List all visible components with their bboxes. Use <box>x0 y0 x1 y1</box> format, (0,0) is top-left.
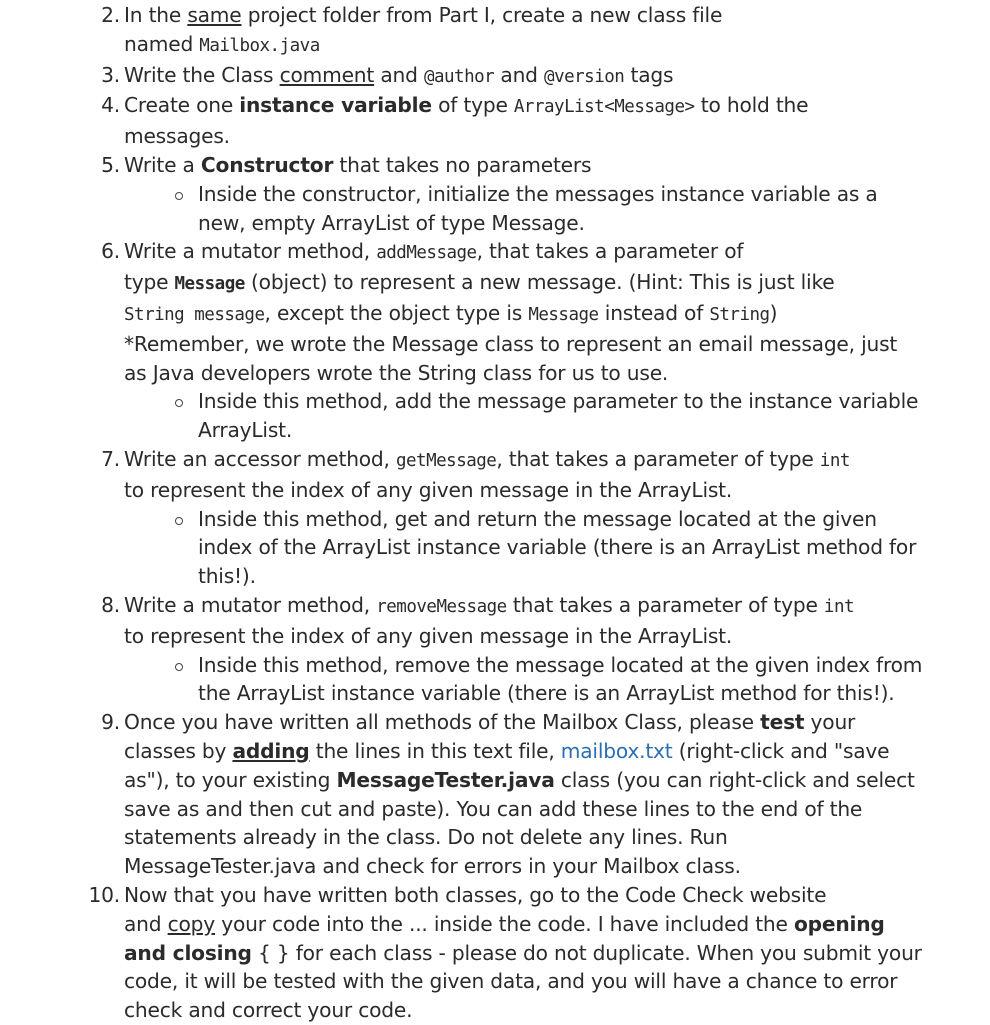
text-span: class (you can right-click and select <box>554 767 915 792</box>
text-span: the lines in this text file, <box>309 738 561 763</box>
text-span: and <box>374 62 424 87</box>
text-span: (object) to represent a new message. (Hint: This is just like <box>244 270 835 295</box>
bullet-circle-icon <box>175 517 183 525</box>
bullet-circle-icon <box>175 399 183 407</box>
sub-list <box>124 505 982 591</box>
step-3 <box>0 61 990 92</box>
step-number: 3. <box>101 62 120 87</box>
step-text-line <box>124 737 982 766</box>
text-span: as Java developers wrote the String class for us to use. <box>124 360 669 385</box>
sub-list <box>124 651 982 709</box>
sub-item-text-line <box>198 651 982 680</box>
code-span: addMessage <box>376 243 477 264</box>
text-span: Now that you have written both classes, go to the Code Check website <box>124 882 827 907</box>
text-span: test <box>760 710 805 735</box>
text-span: that takes no parameters <box>333 152 592 177</box>
text-span: save as and then cut and paste). You can add these lines to the end of the <box>124 796 863 821</box>
code-span: int <box>823 596 855 617</box>
sub-item <box>124 505 982 591</box>
text-span: MessageTester.java and check for errors in your Mailbox class. <box>124 854 741 879</box>
text-span: the ArrayList instance variable (there is an ArrayList method for this!). <box>198 681 895 706</box>
step-text-line <box>124 881 982 910</box>
step-number: 7. <box>101 446 120 471</box>
step-number: 4. <box>101 93 120 118</box>
text-span: and closing <box>124 940 252 965</box>
step-number: 9. <box>101 710 120 735</box>
step-text <box>124 91 982 151</box>
step-10 <box>0 881 990 1025</box>
step-text <box>124 591 982 651</box>
text-span: same <box>187 3 242 27</box>
step-5 <box>0 151 990 237</box>
step-text <box>124 1 982 61</box>
step-text-line <box>124 268 982 299</box>
step-number: 6. <box>101 239 120 264</box>
code-span: String <box>709 304 770 325</box>
code-span: @author <box>423 66 495 87</box>
sub-list <box>124 387 982 445</box>
step-text-line <box>124 237 982 268</box>
text-span: your <box>804 710 856 735</box>
bullet-circle-icon <box>175 663 183 671</box>
step-text <box>124 881 982 1025</box>
text-span: Inside this method, remove the message located at the given index from <box>198 652 923 677</box>
text-span: , that takes a parameter of type <box>496 446 820 471</box>
step-text-line <box>124 61 982 92</box>
text-span: to represent the index of any given message in the ArrayList. <box>124 477 733 502</box>
text-span: messages. <box>124 124 230 149</box>
step-text-line <box>124 299 982 330</box>
text-span: tags <box>624 62 674 87</box>
step-9 <box>0 708 990 881</box>
text-span: code, it will be tested with the given data, and you will have a chance to error <box>124 969 898 994</box>
text-span: Write a mutator method, <box>124 592 377 617</box>
text-span: classes by <box>124 738 233 763</box>
code-span: String message <box>124 304 265 325</box>
text-span: MessageTester.java <box>336 767 555 792</box>
step-number: 8. <box>101 592 120 617</box>
sub-item-text-line <box>198 416 982 445</box>
text-span: ) <box>769 300 778 325</box>
sub-item-text-line <box>198 387 982 416</box>
text-span: Create one <box>124 93 240 118</box>
code-span: Message <box>528 304 599 325</box>
text-span: adding <box>232 738 310 763</box>
step-8 <box>0 591 990 708</box>
step-text-line <box>124 30 982 61</box>
text-span: to hold the <box>694 93 809 118</box>
step-6 <box>0 237 990 445</box>
text-span: your code into the ... inside the code. I have included the <box>215 911 794 936</box>
text-span: opening <box>793 911 885 936</box>
sub-item <box>124 180 982 238</box>
sub-item-text-line <box>198 209 982 238</box>
sub-item-text-line <box>198 562 982 591</box>
text-span: , except the object type is <box>264 300 529 325</box>
sub-item-text-line <box>198 679 982 708</box>
code-span: getMessage <box>395 450 497 471</box>
step-text-line <box>124 622 982 651</box>
step-text-line <box>124 910 982 939</box>
step-text-line <box>124 708 982 737</box>
step-text-line <box>124 330 982 359</box>
code-span: removeMessage <box>376 596 507 617</box>
text-span: to represent the index of any given message in the ArrayList. <box>124 623 733 648</box>
step-text-line <box>124 967 982 996</box>
step-text-line <box>124 151 982 180</box>
sub-item-text-line <box>198 180 982 209</box>
text-span: , that takes a parameter of <box>476 239 744 264</box>
step-text-line <box>124 359 982 388</box>
text-span: *Remember, we wrote the Message class to represent an email message, just <box>124 331 898 356</box>
step-text <box>124 237 982 387</box>
code-span: int <box>819 450 850 471</box>
step-2 <box>0 1 990 61</box>
mailbox-txt-link[interactable]: mailbox.txt <box>560 738 673 763</box>
text-span: index of the ArrayList instance variable (there is an ArrayList method for <box>198 535 917 560</box>
step-7 <box>0 445 990 591</box>
text-span: check and correct your code. <box>124 998 413 1023</box>
sub-item <box>124 387 982 445</box>
code-span: @version <box>544 66 625 87</box>
step-text-line <box>124 766 982 795</box>
text-span: instance variable <box>239 93 432 118</box>
step-4 <box>0 91 990 151</box>
step-text-line <box>124 445 982 476</box>
step-text-line <box>124 1 982 30</box>
step-number: 10. <box>88 882 120 907</box>
bullet-circle-icon <box>175 192 183 200</box>
step-number: 5. <box>101 152 120 177</box>
text-span: project folder from Part I, create a new class file <box>241 3 723 27</box>
sub-list <box>124 180 982 238</box>
step-text-line <box>124 795 982 824</box>
text-span: Write a <box>124 152 201 177</box>
text-span: (right-click and "save <box>672 738 890 763</box>
step-text-line <box>124 823 982 852</box>
step-text-line <box>124 852 982 881</box>
text-span: Constructor <box>200 152 334 177</box>
text-span: Inside this method, add the message parameter to the instance variable <box>198 389 919 414</box>
text-span: named <box>124 31 200 56</box>
step-text <box>124 708 982 881</box>
text-span: instead of <box>598 300 710 325</box>
step-text-line <box>124 122 982 151</box>
text-span: this!). <box>198 564 256 589</box>
text-span: ArrayList. <box>198 418 293 443</box>
text-span: statements already in the class. Do not delete any lines. Run <box>124 825 728 850</box>
step-text-line <box>124 939 982 968</box>
code-span: ArrayList<Message> <box>513 97 695 118</box>
text-span: In the <box>124 3 188 27</box>
step-number: 2. <box>101 3 120 27</box>
step-text-line <box>124 91 982 122</box>
code-span: Message <box>174 274 245 295</box>
text-span: and <box>494 62 545 87</box>
text-span: Write the Class <box>124 62 280 87</box>
text-span: Inside the constructor, initialize the messages instance variable as a <box>198 181 878 206</box>
step-text <box>124 445 982 505</box>
step-text-line <box>124 476 982 505</box>
text-span: comment <box>279 62 375 87</box>
instruction-list <box>0 1 990 1025</box>
step-text <box>124 151 982 180</box>
text-span: as"), to your existing <box>124 767 337 792</box>
text-span: of type <box>431 93 514 118</box>
text-span: that takes a parameter of type <box>506 592 824 617</box>
text-span: Once you have written all methods of the Mailbox Class, please <box>124 710 761 735</box>
text-span: Write an accessor method, <box>124 446 396 471</box>
sub-item <box>124 651 982 709</box>
sub-item-text-line <box>198 505 982 534</box>
sub-item-text-line <box>198 533 982 562</box>
code-span: Mailbox.java <box>199 35 320 56</box>
text-span: { } for each class - please do not duplicate. When you submit your <box>251 940 922 965</box>
text-span: new, empty ArrayList of type Message. <box>198 210 585 235</box>
step-text-line <box>124 591 982 622</box>
step-text-line <box>124 996 982 1025</box>
text-span: type <box>124 270 175 295</box>
step-text <box>124 61 982 92</box>
text-span: Inside this method, get and return the message located at the given <box>198 506 877 531</box>
text-span: and <box>124 911 168 936</box>
text-span: copy <box>167 911 216 936</box>
text-span: Write a mutator method, <box>124 239 377 264</box>
